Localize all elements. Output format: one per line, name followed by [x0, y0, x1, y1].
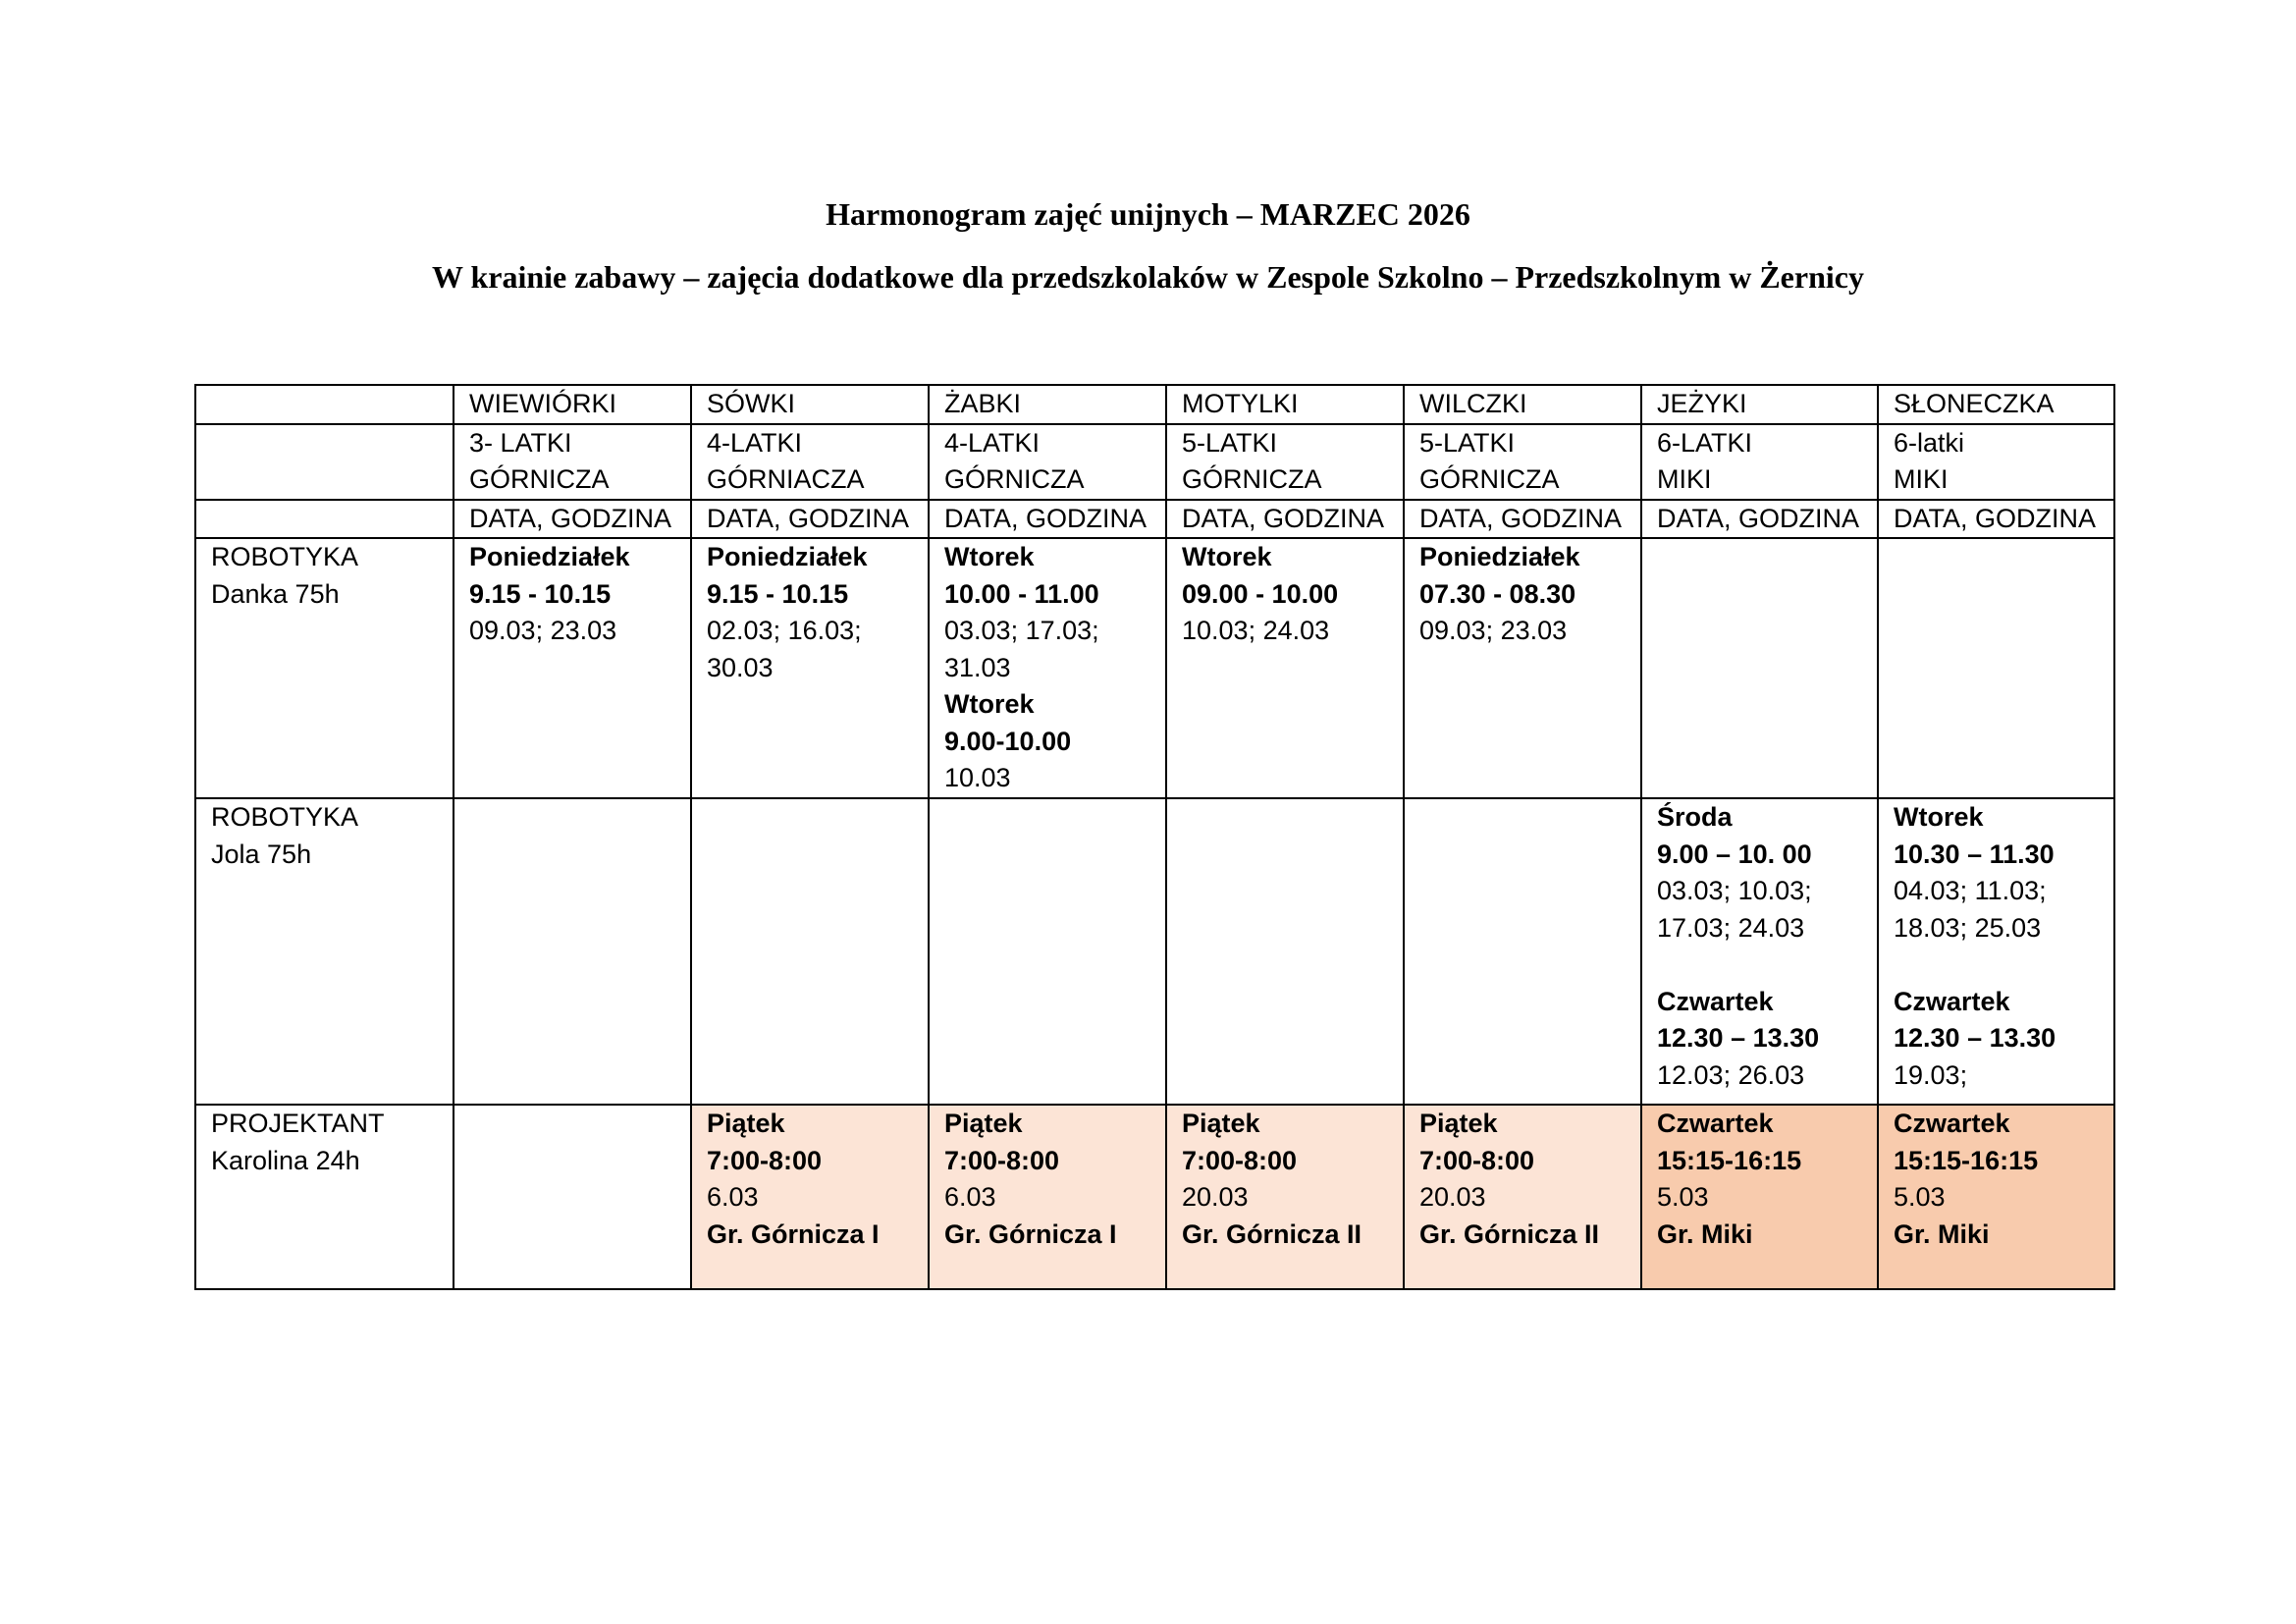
schedule-cell-sowki: [691, 1105, 929, 1289]
time-label: 9.15 - 10.15: [707, 578, 849, 609]
day-label: Piątek: [1419, 1109, 1498, 1138]
data-header-cell: DATA, GODZINA: [691, 500, 929, 539]
dates-label: 03.03; 17.03; 31.03: [944, 616, 1099, 682]
age-line: 6-LATKI: [1657, 427, 1753, 458]
age-line: 4-LATKI: [707, 427, 803, 458]
date-label: 20.03: [1419, 1182, 1486, 1212]
day-label: Czwartek: [1894, 986, 2010, 1016]
group-label: Gr. Miki: [1894, 1218, 1990, 1249]
data-header-cell: DATA, GODZINA: [1404, 500, 1641, 539]
document-title: Harmonogram zajęć unijnych – MARZEC 2026: [826, 196, 1470, 232]
schedule-cell-motylki: [1166, 1105, 1404, 1289]
day-label: Wtorek: [1894, 802, 1984, 832]
location-line: MIKI: [1894, 464, 1949, 494]
group-header-cell: JEŻYKI: [1641, 385, 1878, 424]
location-line: GÓRNICZA: [469, 464, 610, 494]
time-label: 9.00-10.00: [944, 726, 1072, 756]
age-line: 5-LATKI: [1419, 427, 1516, 458]
group-header-cell: WIEWIÓRKI: [454, 385, 691, 424]
age-cell: [1641, 424, 1878, 500]
schedule-cell-jezyki: [1641, 1105, 1878, 1289]
group-header-cell: MOTYLKI: [1166, 385, 1404, 424]
dates-label: 19.03;: [1894, 1059, 1968, 1090]
time-label: 7:00-8:00: [1182, 1145, 1298, 1175]
dates-label: 09.03; 23.03: [1419, 616, 1568, 645]
group-header-cell: WILCZKI: [1404, 385, 1641, 424]
data-header-cell: DATA, GODZINA: [454, 500, 691, 539]
schedule-cell-motylki: [1166, 538, 1404, 798]
group-label: Gr. Górnicza I: [944, 1218, 1117, 1249]
age-cell: [1166, 424, 1404, 500]
group-label: Gr. Górnicza I: [707, 1218, 880, 1249]
empty-cell: [1878, 538, 2114, 798]
spacer: [1894, 947, 2113, 984]
empty-cell: [1166, 798, 1404, 1105]
location-line: GÓRNICZA: [1182, 464, 1322, 494]
day-label: Piątek: [944, 1109, 1023, 1138]
date-label: 6.03: [944, 1182, 996, 1212]
date-label: 5.03: [1657, 1182, 1709, 1212]
empty-cell: [691, 798, 929, 1105]
day-label: Poniedziałek: [707, 542, 868, 571]
group-header-cell: ŻABKI: [929, 385, 1166, 424]
time-label: 7:00-8:00: [1419, 1145, 1535, 1175]
dates-label: 04.03; 11.03; 18.03; 25.03: [1894, 876, 2047, 943]
dates-label: 10.03: [944, 763, 1011, 792]
age-cell: [1878, 424, 2114, 500]
time-label: 15:15-16:15: [1894, 1145, 2039, 1175]
age-row: [195, 424, 2114, 500]
schedule-cell-sowki: [691, 538, 929, 798]
dates-label: 09.03; 23.03: [469, 616, 617, 645]
date-label: 6.03: [707, 1182, 759, 1212]
age-line: 4-LATKI: [944, 427, 1041, 458]
robotyka-jola-row: [195, 798, 2114, 1105]
time-label: 15:15-16:15: [1657, 1145, 1802, 1175]
day-label: Wtorek: [944, 689, 1035, 719]
day-label: Wtorek: [1182, 542, 1272, 571]
group-label: Gr. Miki: [1657, 1218, 1753, 1249]
age-cell: [691, 424, 929, 500]
schedule-cell-sloneczka: [1878, 1105, 2114, 1289]
age-line: 6-latki: [1894, 427, 1965, 458]
day-label: Wtorek: [944, 542, 1035, 571]
empty-cell: [454, 798, 691, 1105]
date-label: 5.03: [1894, 1182, 1946, 1212]
age-line: 3- LATKI: [469, 427, 572, 458]
location-line: GÓRNICZA: [1419, 464, 1560, 494]
projektant-row: [195, 1105, 2114, 1289]
day-label: Piątek: [707, 1109, 785, 1138]
location-line: GÓRNICZA: [944, 464, 1085, 494]
group-header-row: [195, 385, 2114, 424]
activity-name: ROBOTYKA: [211, 542, 359, 571]
day-label: Czwartek: [1657, 1109, 1774, 1138]
empty-cell: [1404, 798, 1641, 1105]
dates-label: 12.03; 26.03: [1657, 1059, 1805, 1090]
data-header-row: [195, 500, 2114, 539]
schedule-cell-sloneczka: [1878, 798, 2114, 1105]
day-label: Czwartek: [1657, 986, 1774, 1016]
day-label: Poniedziałek: [1419, 542, 1580, 571]
data-header-cell: DATA, GODZINA: [1878, 500, 2114, 539]
group-label: Gr. Górnicza II: [1182, 1218, 1362, 1249]
time-label: 10.00 - 11.00: [944, 578, 1099, 609]
document-subtitle: W krainie zabawy – zajęcia dodatkowe dla przedszkolaków w Zespole Szkolno – Przedszkolnym w Żernicy: [432, 259, 1864, 295]
empty-cell: [454, 1105, 691, 1289]
time-label: 9.15 - 10.15: [469, 578, 612, 609]
schedule-cell-wilczki: [1404, 538, 1641, 798]
schedule-cell-jezyki: [1641, 798, 1878, 1105]
empty-cell: [1641, 538, 1878, 798]
instructor-name: Jola 75h: [211, 839, 312, 869]
instructor-name: Karolina 24h: [211, 1145, 360, 1175]
age-line: 5-LATKI: [1182, 427, 1278, 458]
activity-label-cell: [195, 1105, 454, 1289]
activity-name: PROJEKTANT: [211, 1109, 385, 1138]
age-cell: [454, 424, 691, 500]
schedule-cell-zabki: [929, 1105, 1166, 1289]
data-header-cell: DATA, GODZINA: [1641, 500, 1878, 539]
group-header-cell: SŁONECZKA: [1878, 385, 2114, 424]
spacer: [1657, 947, 1877, 984]
time-label: 9.00 – 10. 00: [1657, 839, 1812, 869]
schedule-cell-wiewiorki: [454, 538, 691, 798]
schedule-cell-wilczki: [1404, 1105, 1641, 1289]
data-header-cell: DATA, GODZINA: [1166, 500, 1404, 539]
time-label: 09.00 - 10.00: [1182, 578, 1339, 609]
day-label: Poniedziałek: [469, 542, 630, 571]
schedule-table: [194, 384, 2115, 1290]
time-label: 7:00-8:00: [944, 1145, 1060, 1175]
robotyka-danka-row: [195, 538, 2114, 798]
time-label: 12.30 – 13.30: [1894, 1023, 2056, 1053]
activity-name: ROBOTYKA: [211, 802, 359, 832]
dates-label: 03.03; 10.03; 17.03; 24.03: [1657, 876, 1812, 943]
group-label: Gr. Górnicza II: [1419, 1218, 1600, 1249]
day-label: Środa: [1657, 802, 1733, 832]
day-label: Piątek: [1182, 1109, 1260, 1138]
activity-label-cell: [195, 798, 454, 1105]
dates-label: 02.03; 16.03; 30.03: [707, 616, 862, 682]
time-label: 12.30 – 13.30: [1657, 1023, 1820, 1053]
age-cell: [929, 424, 1166, 500]
empty-cell: [929, 798, 1166, 1105]
group-header-cell: SÓWKI: [691, 385, 929, 424]
schedule-cell-zabki: [929, 538, 1166, 798]
dates-label: 10.03; 24.03: [1182, 616, 1330, 645]
corner-cell: [195, 385, 454, 424]
time-label: 07.30 - 08.30: [1419, 578, 1576, 609]
date-label: 20.03: [1182, 1182, 1249, 1212]
day-label: Czwartek: [1894, 1109, 2010, 1138]
time-label: 7:00-8:00: [707, 1145, 823, 1175]
location-line: GÓRNIACZA: [707, 464, 865, 494]
data-header-cell: DATA, GODZINA: [929, 500, 1166, 539]
time-label: 10.30 – 11.30: [1894, 839, 2055, 869]
empty-cell: [195, 424, 454, 500]
location-line: MIKI: [1657, 464, 1712, 494]
instructor-name: Danka 75h: [211, 578, 340, 609]
activity-label-cell: [195, 538, 454, 798]
age-cell: [1404, 424, 1641, 500]
empty-cell: [195, 500, 454, 539]
